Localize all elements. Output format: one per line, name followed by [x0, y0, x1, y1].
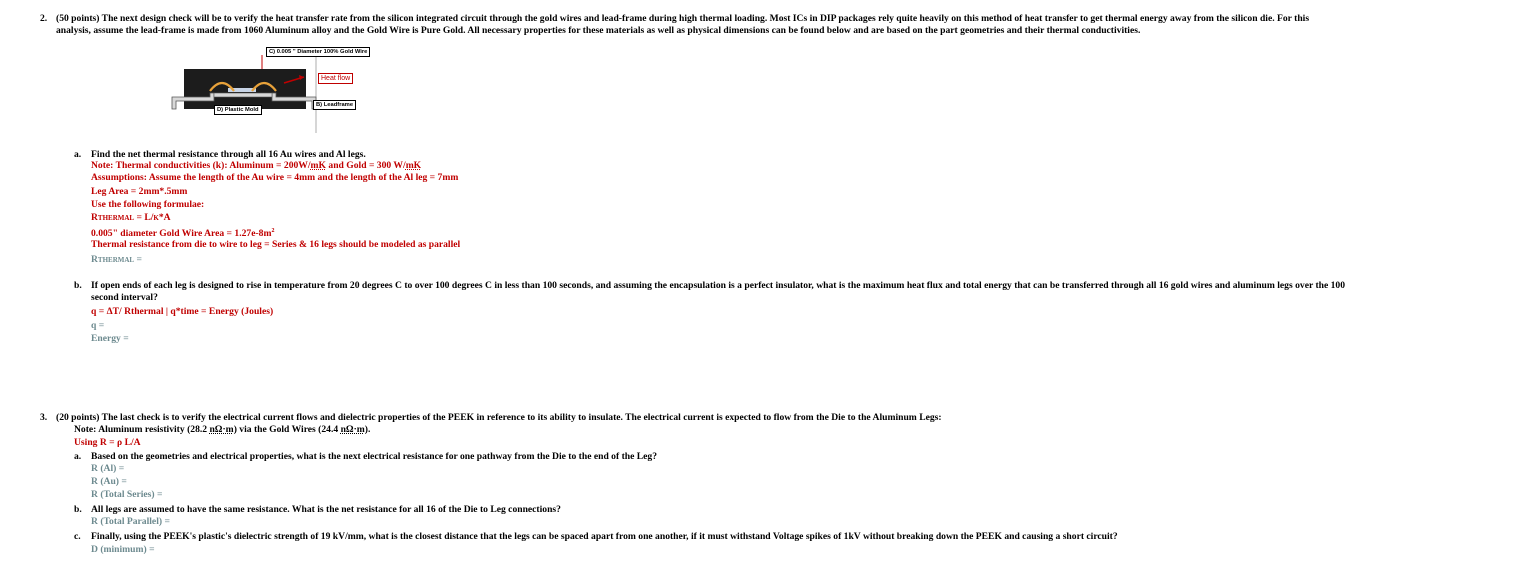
q2a-note: Note: Thermal conductivities (k): Aluminum = 200W/mK and Gold = 300 W/mK: [91, 160, 422, 171]
q2b-energy-answer: Energy =: [91, 333, 129, 344]
q3-note: Note: Aluminum resistivity (28.2 nΩ·m) via the Gold Wires (24.4 nΩ·m).: [74, 424, 371, 435]
q3a-r-al-answer: R (Al) =: [91, 463, 125, 474]
q2a-assumptions: Assumptions: Assume the length of the Au wire = 4mm and the length of the Al leg = 7mm: [91, 172, 459, 183]
q3c-d-min-answer: D (minimum) =: [91, 544, 155, 555]
q3b-question: All legs are assumed to have the same resistance. What is the net resistance for all 16 of the Die to Leg connections?: [91, 504, 561, 515]
q2a-question: Find the net thermal resistance through all 16 Au wires and Al legs.: [91, 149, 366, 160]
q2b-formula: q = ΔT/ Rthermal | q*time = Energy (Joules): [91, 306, 274, 317]
q2b-question-line1: If open ends of each leg is designed to rise in temperature from 20 degrees C to over 100 degrees C in less than 100 seconds, and assuming the encapsulation is a perfect insulator, what is the maximum heat flux and total energy that can be transferred through all 16 gold wires and aluminum legs over the 100: [91, 280, 1346, 291]
q3c-letter: c.: [74, 531, 81, 542]
plastic-mold-label: D) Plastic Mold: [214, 105, 262, 115]
q3b-r-parallel-answer: R (Total Parallel) =: [91, 516, 170, 527]
q3-text-line1: (20 points) The last check is to verify the electrical current flows and dielectric properties of the PEEK in reference to its ability to insulate. The electrical current is expected to flow from the Die to the Aluminum Legs:: [56, 412, 942, 423]
q2a-leg-area: Leg Area = 2mm*.5mm: [91, 186, 188, 197]
q2a-thermal-series: Thermal resistance from die to wire to leg = Series & 16 legs should be modeled as parallel: [91, 239, 461, 250]
leadframe-label: B) Leadframe: [313, 100, 356, 110]
q3a-r-au-answer: R (Au) =: [91, 476, 127, 487]
q2b-q-answer: q =: [91, 320, 105, 331]
q2b-question-line2: second interval?: [91, 292, 158, 303]
q3c-question: Finally, using the PEEK's plastic's dielectric strength of 19 kV/mm, what is the closest distance that the legs can be spaced apart from one another, if it must withstand Voltage spikes of 1kV without breaking down the PEEK and causing a short circuit?: [91, 531, 1118, 542]
q2-number: 2.: [40, 13, 48, 24]
dip-package-illustration: [170, 47, 370, 133]
q2a-use-formulae: Use the following formulae:: [91, 199, 205, 210]
q2a-r-thermal-formula: Rthermal = L/k*A: [91, 212, 171, 223]
dip-package-figure: [170, 47, 370, 133]
q3a-letter: a.: [74, 451, 82, 462]
q2a-letter: a.: [74, 149, 82, 160]
q2-text-line2: analysis, assume the lead-frame is made from 1060 Aluminum alloy and the Gold Wire is Pure Gold. All necessary properties for these materials as well as physical dimensions can be found below and are based on the part geometries and their thermal conductivities.: [56, 25, 1141, 36]
q2b-letter: b.: [74, 280, 82, 291]
heat-flow-label: Heat flow: [318, 73, 353, 84]
gold-wire-label: C) 0.005 " Diameter 100% Gold Wire: [266, 47, 370, 57]
q3a-question: Based on the geometries and electrical properties, what is the next electrical resistance for one pathway from the Die to the end of the Leg?: [91, 451, 658, 462]
q3-using-formula: Using R = ρ L/A: [74, 437, 141, 448]
q3-number: 3.: [40, 412, 48, 423]
q3a-r-series-answer: R (Total Series) =: [91, 489, 163, 500]
q3b-letter: b.: [74, 504, 82, 515]
q2a-gold-area: 0.005" diameter Gold Wire Area = $1.27e-8m^2$: [91, 228, 275, 240]
q2a-r-thermal-answer: Rthermal =: [91, 254, 142, 265]
q2-text-line1: (50 points) The next design check will be to verify the heat transfer rate from the silicon integrated circuit through the gold wires and lead-frame during high thermal loading. Most ICs in DIP packages rely quite heavily on this method of heat transfer to get thermal energy away from the silicon die. For this: [56, 13, 1310, 24]
